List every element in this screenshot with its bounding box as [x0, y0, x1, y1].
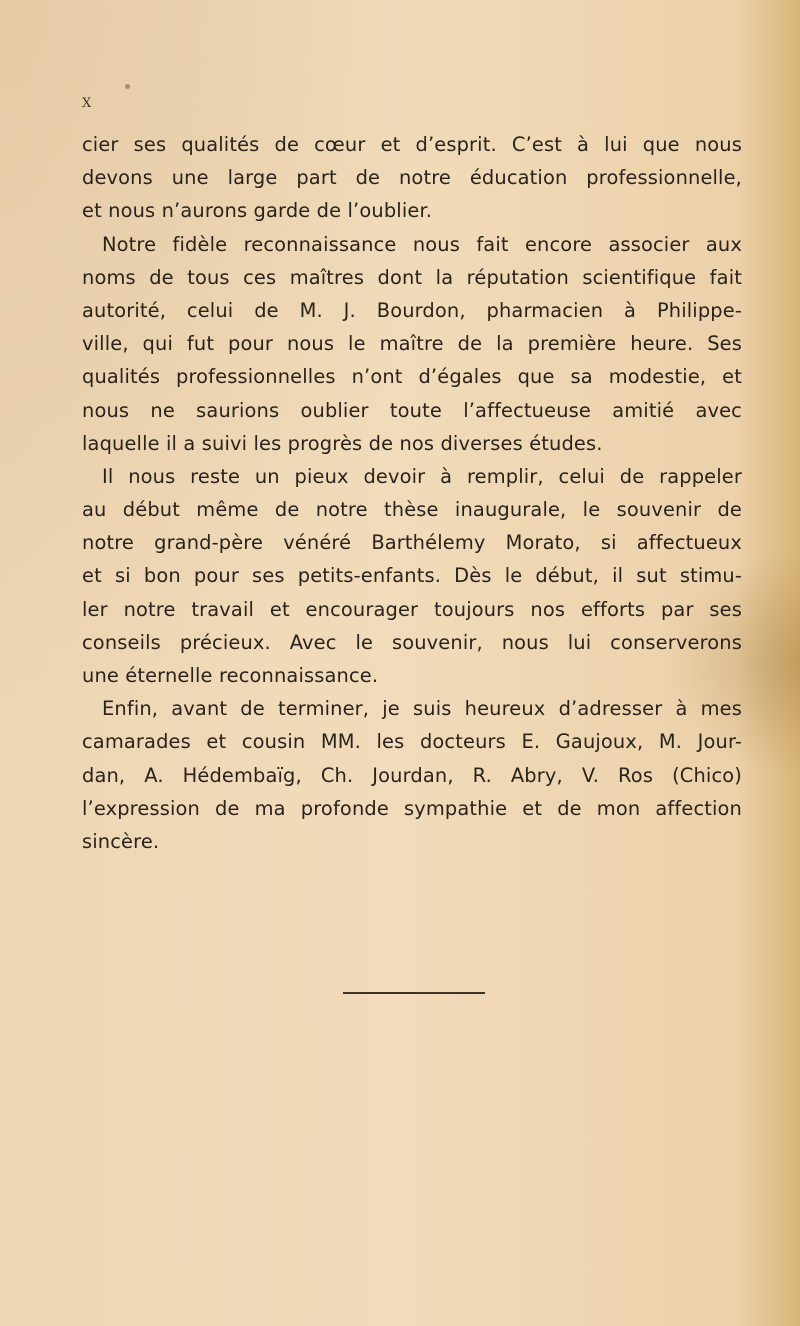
text-line: au début même de notre thèse inaugurale, le souvenir de	[82, 498, 742, 522]
text-line: et nous n’aurons garde de l’oublier.	[82, 199, 433, 223]
text-line: cier ses qualités de cœur et d’esprit. C’est à lui que nous	[82, 133, 742, 156]
text-line: une éternelle reconnaissance.	[82, 664, 379, 687]
text-line: qualités professionnelles n’ont d’égales que sa modestie, et	[82, 365, 742, 389]
text-line: ville, qui fut pour nous le maître de la première heure. Ses	[82, 332, 742, 356]
text-line: sincère.	[82, 829, 160, 853]
section-divider	[343, 992, 485, 994]
text-line: dan, A. Hédembaïg, Ch. Jourdan, R. Abry, V. Ros (Chico)	[82, 763, 742, 787]
text-line: laquelle il a suivi les progrès de nos diverses études.	[82, 431, 603, 455]
text-line: autorité, celui de M. J. Bourdon, pharmacien à Philippe-	[82, 298, 742, 322]
page-number: X	[82, 96, 92, 111]
text-line: Enfin, avant de terminer, je suis heureux d’adresser à mes	[102, 697, 742, 721]
body-text	[82, 128, 742, 858]
text-line: camarades et cousin MM. les docteurs E. Gaujoux, M. Jour-	[82, 730, 742, 754]
ink-speck	[125, 84, 130, 89]
text-line: Il nous reste un pieux devoir à remplir, celui de rappeler	[102, 464, 742, 488]
text-line: devons une large part de notre éducation professionnelle,	[82, 166, 742, 190]
text-line: nous ne saurions oublier toute l’affectueuse amitié avec	[82, 398, 742, 422]
text-line: ler notre travail et encourager toujours nos efforts par ses	[82, 597, 742, 621]
text-line: et si bon pour ses petits-enfants. Dès le début, il sut stimu-	[82, 564, 742, 588]
text-line: notre grand-père vénéré Barthélemy Morato, si affectueux	[82, 531, 742, 555]
text-line: noms de tous ces maîtres dont la réputation scientifique fait	[82, 265, 742, 289]
text-line: Notre fidèle reconnaissance nous fait encore associer aux	[102, 232, 742, 256]
text-line: l’expression de ma profonde sympathie et de mon affection	[82, 796, 742, 820]
text-line: conseils précieux. Avec le souvenir, nous lui conserverons	[82, 630, 742, 654]
